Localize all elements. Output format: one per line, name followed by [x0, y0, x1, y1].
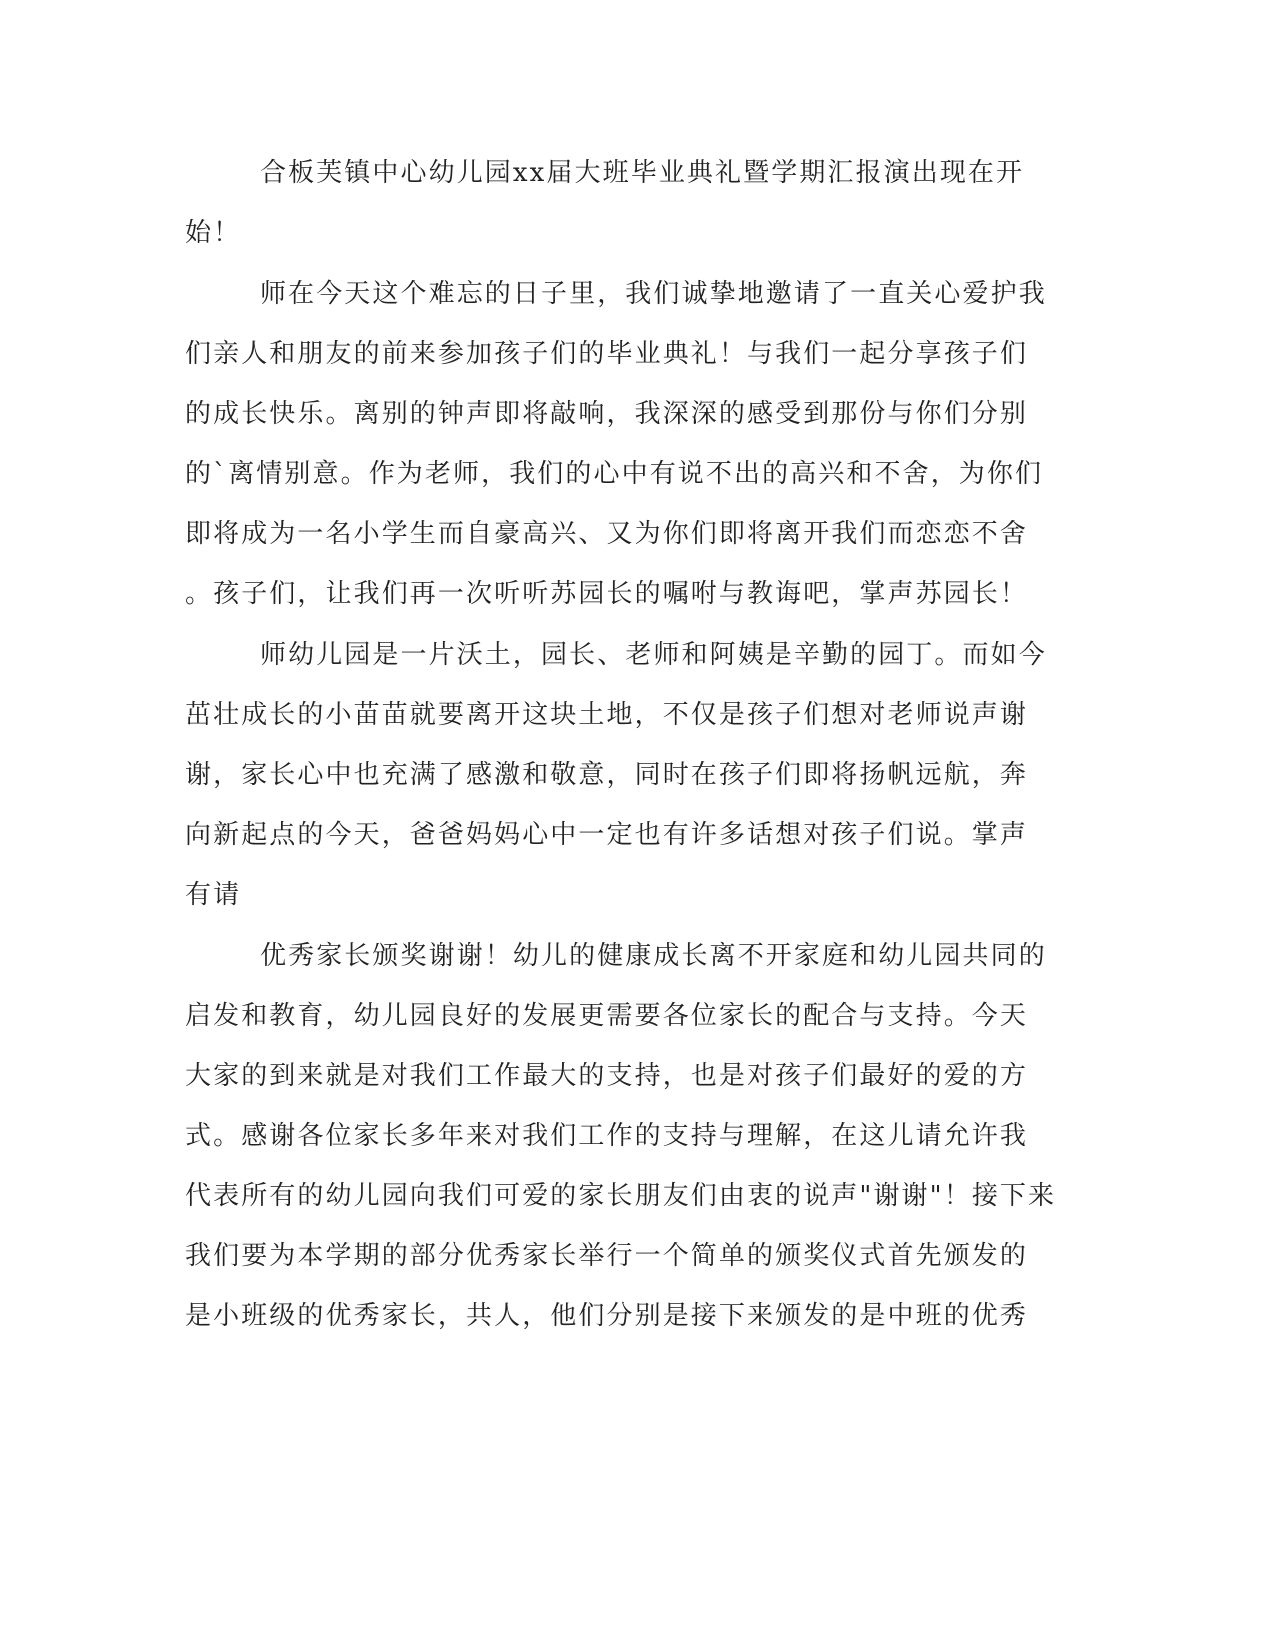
paragraph-4-line-4: 式。感谢各位家长多年来对我们工作的支持与理解，在这儿请允许我: [185, 1121, 1029, 1151]
paragraph-4-line-6: 我们要为本学期的部分优秀家长举行一个简单的颁奖仪式首先颁发的: [185, 1241, 1029, 1271]
paragraph-4-line-2: 启发和教育，幼儿园良好的发展更需要各位家长的配合与支持。今天: [185, 1001, 1029, 1031]
paragraph-4-line-3: 大家的到来就是对我们工作最大的支持，也是对孩子们最好的爱的方: [185, 1061, 1029, 1091]
paragraph-2-line-1: 师在今天这个难忘的日子里，我们诚挚地邀请了一直关心爱护我: [260, 279, 1047, 309]
paragraph-4-line-1: 优秀家长颁奖谢谢！幼儿的健康成长离不开家庭和幼儿园共同的: [260, 941, 1047, 971]
paragraph-4-line-7: 是小班级的优秀家长，共人，他们分别是接下来颁发的是中班的优秀: [185, 1301, 1029, 1331]
paragraph-2-line-5: 即将成为一名小学生而自豪高兴、又为你们即将离开我们而恋恋不舍: [185, 519, 1029, 549]
document-body: [185, 157, 1065, 1332]
paragraph-2-line-2: 们亲人和朋友的前来参加孩子们的毕业典礼！与我们一起分享孩子们: [185, 339, 1029, 369]
paragraph-1-line-2: 始！: [185, 218, 242, 248]
paragraph-3-line-2: 茁壮成长的小苗苗就要离开这块土地，不仅是孩子们想对老师说声谢: [185, 700, 1029, 730]
paragraph-1-line-1: 合板芙镇中心幼儿园xx届大班毕业典礼暨学期汇报演出现在开: [260, 158, 1025, 188]
paragraph-3-line-4: 向新起点的今天，爸爸妈妈心中一定也有许多话想对孩子们说。掌声: [185, 820, 1029, 850]
paragraph-2-line-6: 。孩子们，让我们再一次听听苏园长的嘱咐与教诲吧，掌声苏园长！: [185, 579, 1029, 609]
paragraph-2-line-4: 的`离情别意。作为老师，我们的心中有说不出的高兴和不舍，为你们: [185, 459, 1044, 489]
paragraph-3-line-1: 师幼儿园是一片沃土，园长、老师和阿姨是辛勤的园丁。而如今: [260, 640, 1047, 670]
paragraph-3-line-3: 谢，家长心中也充满了感激和敬意，同时在孩子们即将扬帆远航，奔: [185, 760, 1029, 790]
paragraph-2-line-3: 的成长快乐。离别的钟声即将敲响，我深深的感受到那份与你们分别: [185, 399, 1029, 429]
paragraph-4-line-5: 代表所有的幼儿园向我们可爱的家长朋友们由衷的说声"谢谢"！接下来: [185, 1181, 1057, 1211]
paragraph-3-line-5: 有请: [185, 880, 242, 910]
